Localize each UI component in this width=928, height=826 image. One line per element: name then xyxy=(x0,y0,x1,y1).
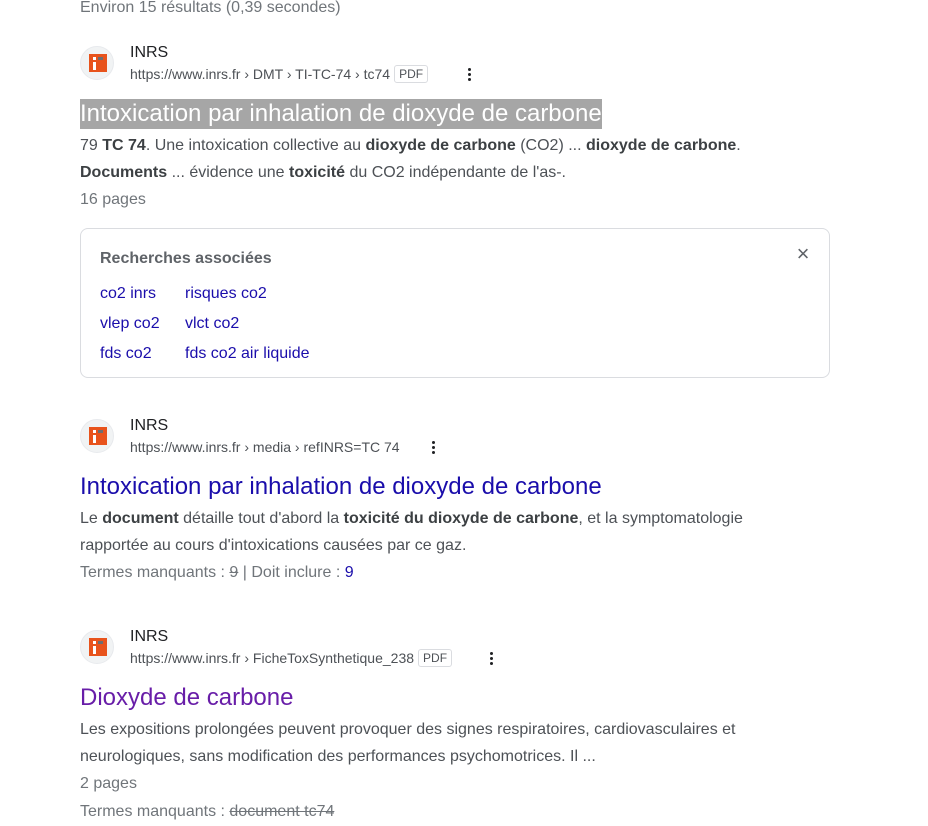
snippet-line-2: rapportée au cours d'intoxications causées par ce gaz. xyxy=(80,537,467,554)
snippet-line-2: Documents ... évidence une toxicité du CO2 indépendante de l'as-. xyxy=(80,164,566,181)
search-result-3 xyxy=(80,628,820,826)
must-include-link[interactable]: 9 xyxy=(344,564,354,581)
related-link-co2-inrs[interactable]: co2 inrs xyxy=(100,285,157,302)
related-searches-panel xyxy=(80,228,830,378)
related-link-risques-co2[interactable]: risques co2 xyxy=(185,285,267,302)
snippet-line-1: Les expositions prolongées peuvent provoquer des signes respiratoires, cardiovasculaires et xyxy=(80,721,736,738)
site-name: INRS xyxy=(130,628,169,645)
snippet-line-2: neurologiques, sans modification des performances psychomotrices. Il ... xyxy=(80,748,596,765)
related-link-vlct-co2[interactable]: vlct co2 xyxy=(185,315,240,332)
related-link-vlep-co2[interactable]: vlep co2 xyxy=(100,315,160,332)
result-title[interactable]: Intoxication par inhalation de dioxyde de carbone xyxy=(80,100,602,127)
missing-terms: Termes manquants : document tc74 xyxy=(80,803,335,820)
result-stats: Environ 15 résultats (0,39 secondes) xyxy=(80,0,341,16)
snippet-line-1: Le document détaille tout d'abord la toxicité du dioxyde de carbone, et la symptomatologie xyxy=(80,510,743,527)
more-options-icon[interactable] xyxy=(423,437,443,457)
site-url: https://www.inrs.fr › media › refINRS=TC 74 xyxy=(130,439,400,455)
close-icon[interactable]: × xyxy=(796,241,810,266)
missing-term: document tc74 xyxy=(229,803,335,820)
related-link-fds-co2[interactable]: fds co2 xyxy=(100,345,152,362)
site-name: INRS xyxy=(130,417,169,434)
missing-term: 9 xyxy=(229,564,239,581)
url-text: https://www.inrs.fr › FicheToxSynthetique_238 xyxy=(130,650,415,666)
page-count: 16 pages xyxy=(80,191,146,208)
site-url xyxy=(130,64,428,84)
result-snippet xyxy=(80,132,820,186)
url-text: https://www.inrs.fr › DMT › TI-TC-74 › tc74 xyxy=(130,66,391,82)
search-result-1 xyxy=(80,44,820,214)
result-source[interactable] xyxy=(80,417,820,467)
site-url xyxy=(130,648,452,668)
missing-terms: Termes manquants : 9 | Doit inclure : 9 xyxy=(80,564,354,581)
related-link-fds-co2-air-liquide[interactable]: fds co2 air liquide xyxy=(185,345,310,362)
snippet-line-1: 79 TC 74. Une intoxication collective au dioxyde de carbone (CO2) ... dioxyde de carbone. xyxy=(80,137,741,154)
result-title[interactable]: Intoxication par inhalation de dioxyde de carbone xyxy=(80,473,602,500)
inrs-favicon-icon xyxy=(80,419,114,453)
result-title[interactable]: Dioxyde de carbone xyxy=(80,684,294,711)
result-source[interactable] xyxy=(80,44,820,94)
inrs-favicon-icon xyxy=(80,630,114,664)
pdf-badge: PDF xyxy=(394,65,428,83)
pdf-badge: PDF xyxy=(418,649,452,667)
result-snippet xyxy=(80,505,820,559)
result-source[interactable] xyxy=(80,628,820,678)
more-options-icon[interactable] xyxy=(459,64,479,84)
related-searches-heading: Recherches associées xyxy=(100,250,272,267)
result-snippet xyxy=(80,716,820,770)
search-result-2 xyxy=(80,417,820,587)
page-count: 2 pages xyxy=(80,775,137,792)
inrs-favicon-icon xyxy=(80,46,114,80)
more-options-icon[interactable] xyxy=(481,648,501,668)
site-name: INRS xyxy=(130,44,169,61)
